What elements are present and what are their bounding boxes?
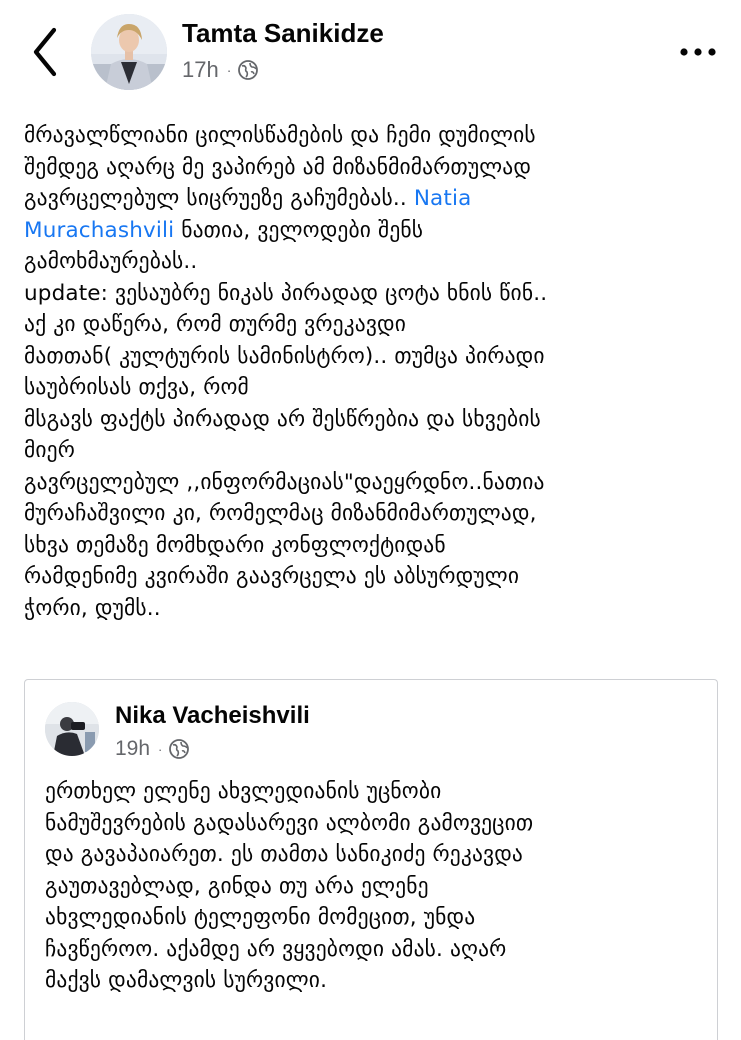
globe-icon[interactable] [237, 59, 259, 81]
shared-post-line: ახვლედიანის ტელეფონი მომეცით, უნდა [45, 905, 476, 930]
post-line: გავრცელებულ ,,ინფორმაციას"დაეყრდნო..ნათია [24, 469, 545, 495]
shared-post-line: და გავაპაიარეთ. ეს თამთა სანიკიძე რეკავდა [45, 842, 523, 867]
post-line: აქ კი დაწერა, რომ თურმე ვრეკავდი [24, 312, 407, 337]
globe-icon[interactable] [168, 738, 190, 760]
shared-post-text [45, 776, 705, 997]
post-time[interactable]: 17h [182, 57, 219, 82]
chevron-left-icon [24, 22, 68, 82]
author-name[interactable]: Tamta Sanikidze [182, 18, 384, 48]
post-line: მათთან( კულტურის სამინისტრო).. თუმცა პირადი [24, 343, 545, 369]
post-line: მსგავს ფაქტს პირადად არ შესწრებია და სხვების [24, 406, 541, 432]
shared-author-avatar[interactable] [45, 702, 99, 756]
meta-separator: · [158, 741, 163, 757]
author-avatar[interactable] [91, 14, 167, 90]
post-line [24, 183, 724, 215]
more-horizontal-icon [678, 44, 718, 60]
shared-post-card[interactable] [24, 679, 718, 1040]
post-text [24, 120, 724, 624]
post-line-text: ნათია, ველოდები შენს [174, 217, 424, 243]
post-line: მურაჩაშვილი კი, რომელმაც მიზანმიმართულად, [24, 501, 537, 526]
post-line-text: გავრცელებულ სიცრუეზე გაჩუმებას.. [24, 186, 407, 211]
back-button[interactable] [24, 22, 68, 82]
post-line: გამოხმაურებას.. [24, 249, 198, 274]
shared-post-line: ერთხელ ელენე ახვლედიანის უცნობი [45, 779, 442, 804]
shared-post-line: ჩავწეროო. აქამდე არ ვყვებოდი ამას. აღარ [45, 936, 507, 962]
mention-link[interactable]: Murachashvili [24, 217, 175, 243]
shared-post-line: გაუთავებლად, გინდა თუ არა ელენე [45, 873, 429, 899]
post-line: update: ვესაუბრე ნიკას პირადად ცოტა ხნის წინ.. [24, 280, 548, 306]
more-options-button[interactable] [678, 44, 718, 60]
post-meta [182, 56, 259, 84]
shared-author-name[interactable]: Nika Vacheishvili [115, 702, 310, 729]
post-line [24, 215, 724, 247]
meta-separator: · [226, 62, 232, 78]
post-line: საუბრისას თქვა, რომ [24, 375, 249, 400]
shared-post-line: მაქვს დამალვის სურვილი. [45, 968, 328, 993]
post-header [0, 0, 741, 110]
post-line: მიერ [24, 438, 75, 463]
post-line: ჭორი, დუმს.. [24, 595, 161, 621]
post-line: შემდეგ აღარც მე ვაპირებ ამ მიზანმიმართულად [24, 154, 532, 180]
post-line: რამდენიმე კვირაში გაავრცელა ეს აბსურდული [24, 564, 520, 589]
post-line: სხვა თემაზე მომხდარი კონფლოქტიდან [24, 532, 446, 558]
post-line: მრავალწლიანი ცილისწამების და ჩემი დუმილის [24, 123, 536, 148]
mention-link[interactable]: Natia [413, 186, 472, 211]
shared-post-time[interactable]: 19h [115, 737, 151, 760]
shared-post-meta [115, 736, 190, 762]
shared-post-line: ნამუშევრების გადასარევი ალბომი გამოვეცით [45, 810, 534, 836]
